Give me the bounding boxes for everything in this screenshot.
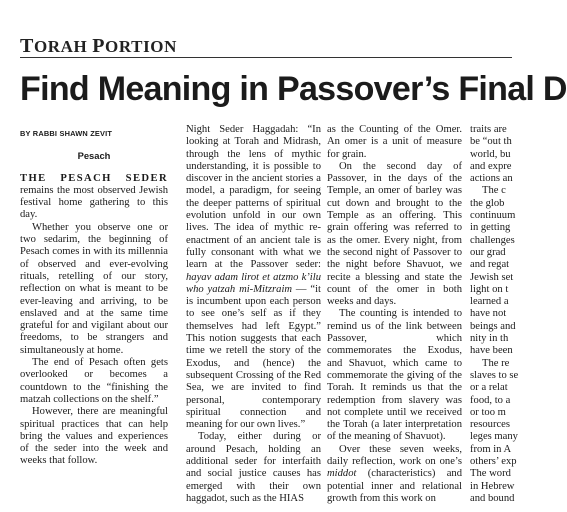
column-line: be “out th	[470, 136, 512, 148]
section-label-initial-2: P	[92, 35, 106, 57]
paragraph: Today, either during or around Pesach, holding an additional seder for interfaith and social justice causes has emerged with their own haggadot, such as the HIAS	[186, 431, 321, 504]
hebrew-term: middot	[327, 468, 357, 480]
column-line: Jewish set	[470, 271, 514, 283]
section-rule	[20, 57, 512, 58]
column-line: have not	[470, 308, 507, 320]
column-line: The c	[482, 185, 506, 197]
column-line: learned a	[470, 296, 509, 308]
column-line: The word	[470, 468, 511, 480]
paragraph-text: Night Seder Haggadah: “In looking at Torah and Midrash, through the lens of mythic understanding, it is possible to discover in the ancient stories a model, a paradigm, for seeing the deeper patterns of spiritual evolution unfold in our own lives. The idea of mythic re-enactment of an ancient tale is fully consonant with what we learn at the Passover seder:	[186, 124, 321, 271]
paragraph: as the Counting of the Omer. An omer is a unit of measure for grain.	[327, 124, 462, 160]
section-label-rest-1: ORAH	[33, 37, 93, 56]
paragraph: On the second day of Passover, in the days of the Temple, an omer of barley was cut down and brought to the Temple as an offering. This grain offering was referred to as the omer. Every night, from the second night of Passover to the night before Shavuot, we recite a blessing and state the count of the omer in both weeks and days.	[327, 160, 462, 308]
paragraph-text: remains the most observed Jewish festival home gathering to this day.	[20, 184, 168, 221]
column-line: resources	[470, 419, 511, 431]
column-line: leges many	[470, 431, 518, 443]
column-line: continuum	[470, 210, 516, 222]
column-line: have been	[470, 345, 513, 357]
subhead: Pesach	[77, 150, 111, 162]
column-line: slaves to se	[470, 369, 519, 381]
article-column-1	[20, 124, 168, 512]
article-column-4	[470, 124, 530, 512]
column-line: The re	[482, 357, 510, 369]
column-line: light on t	[470, 283, 509, 295]
column-line: the glob	[470, 197, 505, 209]
column-line: or too m	[470, 406, 506, 418]
section-label-initial-1: T	[20, 35, 34, 57]
paragraph: Whether you observe one or two sedarim, the beginning of Pesach comes in with its millennia of observed and ever-evolving rituals, retelling of our story, reflection on what is meant to be ever-leaving and arriving, to be enslaved and at the same time grateful for and vigilant about our freedoms, to be strangers and simultaneously at home.	[20, 221, 168, 356]
column-line: our grad	[470, 246, 506, 258]
paragraph-text: — “it is incumbent upon each person to see one’s self as if they themselves had left Egypt.” This notion suggests that each time we retell the story of the Exodus, and (hence) the subsequent Crossing of the Red Sea, we are invited to find personal, contemporary spiritual connection and meaning for our own lives.”	[186, 283, 321, 431]
column-line: in getting	[470, 222, 511, 234]
column-line: food, to a	[470, 394, 511, 406]
byline: BY RABBI SHAWN ZEVIT	[20, 129, 113, 138]
paragraph: However, there are meaningful spiritual practices that can help bring the values and experiences of the seder into the week and weeks that follow.	[20, 406, 168, 467]
paragraph-text: (characteristics) and potential inner and relational growth from this work on	[327, 468, 462, 504]
section-label-rest-2: ORTION	[105, 37, 177, 56]
article-column-3	[327, 124, 462, 512]
column-line: beings and	[470, 320, 516, 332]
column-line: challenges	[470, 234, 515, 246]
section-label	[20, 35, 177, 58]
article-headline: Find Meaning in Passover’s Final D	[20, 70, 567, 108]
column-line: nity in th	[470, 333, 509, 345]
column-line: or a relat	[470, 382, 508, 394]
column-line: in Hebrew	[470, 480, 515, 492]
lead-in: THE PESACH SEDER	[20, 172, 168, 184]
hebrew-phrase: hayav adam lirot et atzmo k’ilu who yatzah mi-Mitzraim	[186, 271, 321, 295]
column-line: world, bu	[470, 148, 511, 160]
paragraph	[186, 124, 321, 431]
paragraph: The end of Pesach often gets overlooked or becomes a countdown to the “finishing the matzah collections on the shelf.”	[20, 357, 168, 405]
column-line: and regat	[470, 259, 510, 271]
column-line: and bound	[470, 492, 515, 504]
column-line: from in A	[470, 443, 512, 455]
paragraph-text: Over these seven weeks, daily reflection, work on one’s	[327, 443, 462, 468]
column-line: others’ exp	[470, 456, 517, 468]
paragraph: The counting is intended to remind us of the link between Passover, which commemorates the Exodus, and Shavuot, which came to commemorate the giving of the Torah. It reminds us that the redemption from slavery was not complete until we received the Torah (a later interpretation of the meaning of Shavuot).	[327, 308, 462, 443]
column-line: actions an	[470, 173, 513, 185]
paragraph	[327, 444, 462, 505]
paragraph	[20, 173, 168, 222]
article-column-2	[186, 124, 321, 512]
column-line: and expre	[470, 160, 512, 172]
column-line: traits are	[470, 124, 507, 135]
